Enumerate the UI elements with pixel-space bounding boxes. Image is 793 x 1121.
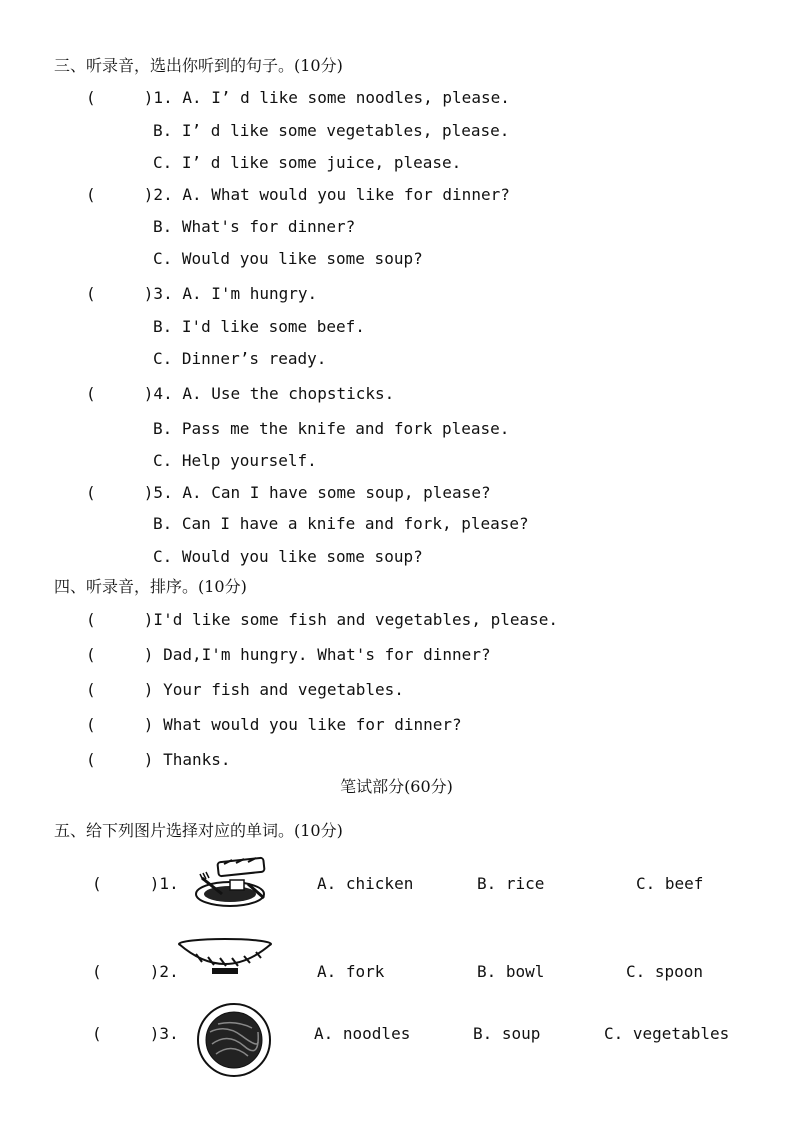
- pic-item-1-option-c: C. beef: [636, 874, 704, 893]
- pic-item-3-number: ( )3.: [92, 1024, 179, 1043]
- pic-item-3-option-a: A. noodles: [314, 1024, 411, 1043]
- q1-stem: ( )1. A. I’ d like some noodles, please.: [86, 88, 510, 107]
- order-item-2: ( ) Dad,I'm hungry. What's for dinner?: [86, 645, 491, 664]
- q1-option-b: B. I’ d like some vegetables, please.: [153, 121, 510, 140]
- q2-option-c: C. Would you like some soup?: [153, 249, 423, 268]
- q5-option-b: B. Can I have a knife and fork, please?: [153, 514, 529, 533]
- order-item-1: ( )I'd like some fish and vegetables, please.: [86, 610, 559, 629]
- pic-item-1-number: ( )1.: [92, 874, 179, 893]
- q5-option-c: C. Would you like some soup?: [153, 547, 423, 566]
- bowl-icon: [176, 936, 274, 978]
- q1-option-c: C. I’ d like some juice, please.: [153, 153, 462, 172]
- q5-stem: ( )5. A. Can I have some soup, please?: [86, 483, 491, 502]
- q3-stem: ( )3. A. I'm hungry.: [86, 284, 318, 303]
- pic-item-1-option-a: A. chicken: [317, 874, 414, 893]
- noodles-plate-icon: [196, 1002, 272, 1078]
- beef-steak-plate-icon: [192, 854, 272, 910]
- q4-stem: ( )4. A. Use the chopsticks.: [86, 384, 395, 403]
- q4-option-b: B. Pass me the knife and fork please.: [153, 419, 510, 438]
- order-item-5: ( ) Thanks.: [86, 750, 231, 769]
- q4-option-c: C. Help yourself.: [153, 451, 317, 470]
- pic-item-2-option-b: B. bowl: [477, 962, 545, 981]
- order-item-3: ( ) Your fish and vegetables.: [86, 680, 404, 699]
- written-part-title: 笔试部分(60分): [340, 777, 453, 796]
- q2-option-b: B. What's for dinner?: [153, 217, 356, 236]
- section4-heading: 四、听录音，排序。(10分): [54, 577, 247, 596]
- q2-stem: ( )2. A. What would you like for dinner?: [86, 185, 510, 204]
- section3-heading: 三、听录音，选出你听到的句子。(10分): [54, 56, 343, 75]
- q3-option-b: B. I'd like some beef.: [153, 317, 365, 336]
- order-item-4: ( ) What would you like for dinner?: [86, 715, 462, 734]
- pic-item-3-option-b: B. soup: [473, 1024, 541, 1043]
- pic-item-2-option-a: A. fork: [317, 962, 385, 981]
- pic-item-3-option-c: C. vegetables: [604, 1024, 730, 1043]
- pic-item-2-option-c: C. spoon: [626, 962, 704, 981]
- pic-item-1-option-b: B. rice: [477, 874, 545, 893]
- pic-item-2-number: ( )2.: [92, 962, 179, 981]
- section5-heading: 五、给下列图片选择对应的单词。(10分): [54, 821, 343, 840]
- q3-option-c: C. Dinner’s ready.: [153, 349, 327, 368]
